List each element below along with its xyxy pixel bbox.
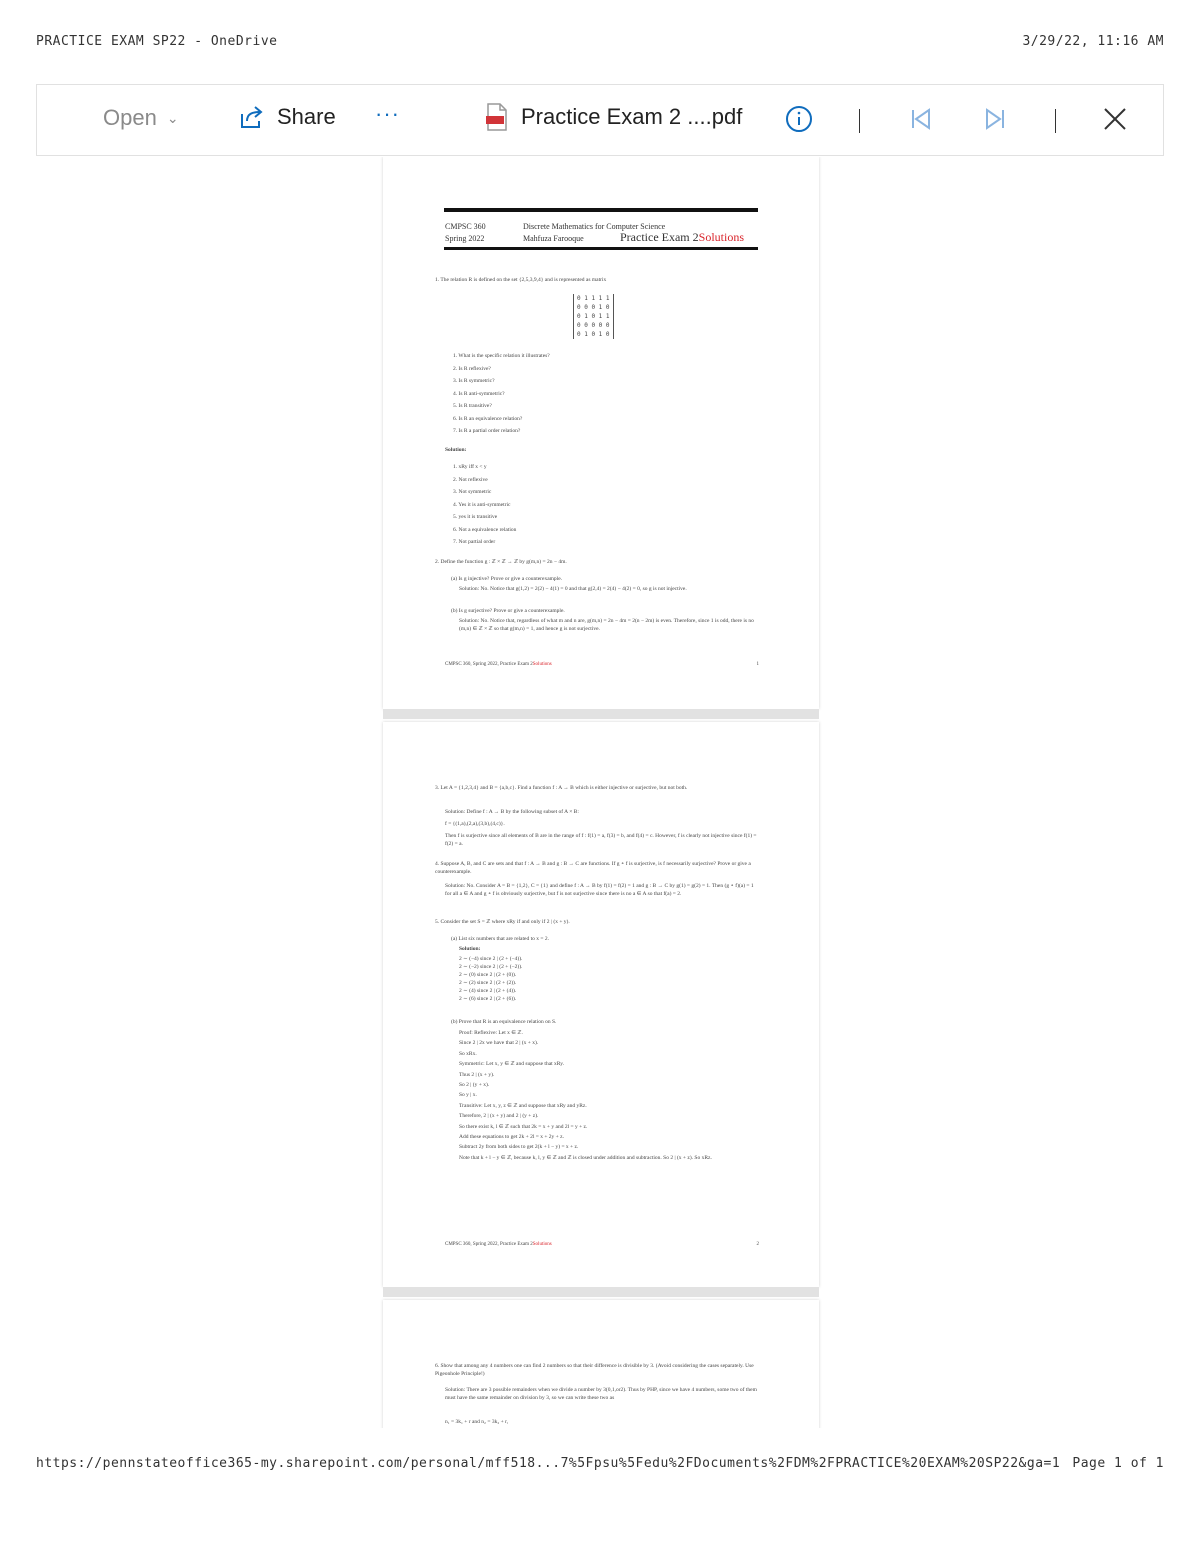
page-separator xyxy=(383,709,819,719)
question-3-solution: Solution: Define f : A → B by the following subset of A × B: xyxy=(445,809,579,815)
proof-line: Therefore, 2 | (x + y) and 2 | (y + z). xyxy=(459,1113,539,1120)
list-item: 7. Not partial order xyxy=(453,539,496,545)
share-button[interactable] xyxy=(239,104,336,130)
list-item: 3. Is R symmetric? xyxy=(453,378,495,384)
page-footer-solutions: Solutions xyxy=(532,662,552,667)
print-footer-page: Page 1 of 1 xyxy=(1072,1456,1164,1471)
proof-line: Add these equations to get 2k + 2l = x + 2y + z. xyxy=(459,1134,564,1141)
open-button[interactable] xyxy=(103,105,179,131)
question-5b-proof xyxy=(435,1028,765,1163)
page-footer-solutions: Solutions xyxy=(532,1242,552,1247)
proof-line: So xRx. xyxy=(459,1050,477,1057)
list-item: 2 ∼ (2) since 2 | (2 + (2)). xyxy=(459,980,517,986)
list-item: 4. Is R anti-symmetric? xyxy=(453,390,505,397)
list-item: 5. yes it is transitive xyxy=(453,514,498,520)
course-subject: Discrete Mathematics for Computer Science xyxy=(523,222,666,231)
pdf-page-3 xyxy=(383,1300,819,1428)
proof-line: So there exist k, l ∈ ℤ such that 2k = x + y and 2l = y + z. xyxy=(459,1123,588,1130)
question-3-explanation: Then f is surjective since all elements of B are in the range of f : f(1) = a, f(3) = b, and f(4) = c. However, f is clearly not injective since f(1) = f(2) = a. xyxy=(445,833,757,847)
exam-title xyxy=(620,230,744,245)
question-6-solution: Solution: There are 3 possible remainders when we divide a number by 3(0,1,or2). Thus by PHP, since we have 4 numbers, some two of them must have the same remainder on division by 3, so we can write these two as xyxy=(445,1387,757,1401)
list-item: 7. Is R a partial order relation? xyxy=(453,428,521,434)
list-item: 3. Not symmetric xyxy=(453,489,492,495)
question-4-solution: Solution: No. Consider A = B = {1,2}, C = {1} and define f : A → B by f(1) = f(2) = 1 and g : B → C by g(1) = g(2) = 1. Then (g ∘ f)(a) = 1 for all a ∈ A and g ∘ f is obviously surjective, but f is not surjective since there is no a ∈ A so that f(a) = 2. xyxy=(445,883,754,897)
question-2b-solution: Solution: No. Notice that, regardless of what m and n are, g(m,n) = 2n − 4m = 2(n − 2m) is even. Therefore, since 1 is odd, there is no (m,n) ∈ ℤ × ℤ so that g(m,n) = 1, and hence g is not surjective. xyxy=(459,618,754,632)
list-item: 2 ∼ (−2) since 2 | (2 + (−2)). xyxy=(459,964,523,970)
page-number: 2 xyxy=(756,1242,759,1247)
list-item: 6. Not a equivalence relation xyxy=(453,526,517,533)
info-button[interactable] xyxy=(785,105,813,133)
course-instructor: Mahfuza Farooque xyxy=(523,234,584,243)
proof-line: Note that k + l − y ∈ ℤ, because k, l, y ∈ ℤ and ℤ is closed under addition and subtraction. So 2 | (x + z). So xRz. xyxy=(459,1154,712,1161)
share-label: Share xyxy=(277,104,336,129)
proof-line: Symmetric: Let x, y ∈ ℤ and suppose that xRy. xyxy=(459,1061,565,1068)
question-5a-list xyxy=(435,955,765,1003)
proof-line: So y | x. xyxy=(459,1092,477,1099)
chevron-down-icon: ⌄ xyxy=(166,109,179,126)
list-item: 1. What is the specific relation it illustrates? xyxy=(453,353,550,359)
proof-line: Since 2 | 2x we have that 2 | (x + x). xyxy=(459,1040,539,1047)
question-3: 3. Let A = {1,2,3,4} and B = {a,b,c}. Find a function f : A → B which is either injective or surjective, but not both. xyxy=(435,785,688,791)
proof-line: Proof: Reflexive: Let x ∈ ℤ. xyxy=(459,1030,523,1036)
last-page-button[interactable] xyxy=(983,107,1007,131)
question-2: 2. Define the function g : ℤ × ℤ → ℤ by g(m,n) = 2n − 4m. xyxy=(435,559,567,565)
list-item: 5. Is R transitive? xyxy=(453,403,492,409)
last-page-icon xyxy=(983,107,1007,131)
question-2b: (b) Is g surjective? Prove or give a counterexample. xyxy=(451,608,565,614)
proof-line: Subtract 2y from both sides to get 2(k + l − y) = x + z. xyxy=(459,1144,579,1151)
list-item: 1. xRy iff x < y xyxy=(453,464,487,470)
question-5b: (b) Prove that R is an equivalence relation on S. xyxy=(451,1019,557,1025)
file-name-label: Practice Exam 2 ....pdf xyxy=(521,104,743,129)
list-item: 2 ∼ (4) since 2 | (2 + (4)). xyxy=(459,988,517,994)
proof-line: Thus 2 | (x + y). xyxy=(459,1071,495,1078)
pdf-file-icon xyxy=(485,103,509,131)
pdf-viewer[interactable] xyxy=(0,157,1200,1428)
matrix-row: 0 1 1 1 1 xyxy=(577,295,610,302)
matrix-row: 0 0 0 1 0 xyxy=(577,304,610,311)
open-label: Open xyxy=(103,105,157,130)
solution-label: Solution: xyxy=(459,946,481,952)
question-3-function: f = {(1,a),(2,a),(3,b),(4,c)}. xyxy=(445,821,505,827)
share-icon xyxy=(239,105,265,129)
list-item: 2 ∼ (0) since 2 | (2 + (0)). xyxy=(459,972,517,978)
close-button[interactable] xyxy=(1103,107,1127,131)
first-page-icon xyxy=(909,107,933,131)
page-footer xyxy=(445,1242,552,1247)
list-item: 2 ∼ (6) since 2 | (2 + (6)). xyxy=(459,996,517,1002)
page-footer xyxy=(445,662,552,667)
list-item: 2. Not reflexive xyxy=(453,476,488,483)
question-2a: (a) Is g injective? Prove or give a counterexample. xyxy=(451,576,563,582)
list-item: 4. Yes it is anti-symmetric xyxy=(453,501,511,508)
print-header-datetime: 3/29/22, 11:16 AM xyxy=(1022,34,1164,49)
header-rule xyxy=(444,208,758,212)
proof-line: So 2 | (y + x). xyxy=(459,1082,490,1089)
exam-name: Practice Exam 2 xyxy=(620,230,699,244)
question-2a-solution: Solution: No. Notice that g(1,2) = 2(2) − 4(1) = 0 and that g(2,4) = 2(4) − 4(2) = 0, so g is not injective. xyxy=(459,586,687,592)
matrix-row: 0 0 0 0 0 xyxy=(577,322,610,329)
print-header-title: PRACTICE EXAM SP22 - OneDrive xyxy=(36,34,278,49)
question-6: 6. Show that among any 4 numbers one can find 2 numbers so that their difference is divisible by 3. (Avoid considering the cases separately. Use Pigeonhole Principle!) xyxy=(435,1363,754,1377)
exam-solutions: Solutions xyxy=(698,230,744,244)
first-page-button[interactable] xyxy=(909,107,933,131)
toolbar-divider xyxy=(1055,109,1056,133)
list-item: 2 ∼ (−4) since 2 | (2 + (−4)). xyxy=(459,956,523,962)
info-icon xyxy=(785,105,813,133)
list-item: 6. Is R an equivalence relation? xyxy=(453,415,523,422)
matrix-row: 0 1 0 1 1 xyxy=(577,313,610,320)
course-term: Spring 2022 xyxy=(445,234,485,243)
list-item: 2. Is R reflexive? xyxy=(453,365,491,372)
question-5a: (a) List six numbers that are related to x = 2. xyxy=(451,936,549,942)
question-4: 4. Suppose A, B, and C are sets and that f : A → B and g : B → C are functions. If g ∘ f is surjective, is f necessarily surjective? Prove or give a counterexample. xyxy=(435,861,751,875)
page-separator xyxy=(383,1287,819,1297)
page-footer-text: CMPSC 360, Spring 2022, Practice Exam 2 xyxy=(445,1242,533,1247)
question-1: 1. The relation R is defined on the set {2,5,3,9,4} and is represented as matrix xyxy=(435,277,607,283)
pdf-page-1 xyxy=(383,157,819,709)
toolbar-divider xyxy=(859,109,860,133)
close-icon xyxy=(1103,107,1127,131)
page-footer-text: CMPSC 360, Spring 2022, Practice Exam 2 xyxy=(445,662,533,667)
more-options-button[interactable]: ··· xyxy=(375,101,400,126)
course-code: CMPSC 360 xyxy=(445,222,486,231)
relation-matrix xyxy=(573,294,614,339)
question-1-answers xyxy=(453,461,516,549)
proof-line: Transitive: Let x, y, z ∈ ℤ and suppose that xRy and yRz. xyxy=(459,1102,587,1109)
solution-label: Solution: xyxy=(445,447,467,453)
question-5: 5. Consider the set S = ℤ where xRy if and only if 2 | (x + y). xyxy=(435,919,570,925)
print-footer-url: https://pennstateoffice365-my.sharepoint.com/personal/mff518...7%5Fpsu%5Fedu%2FDocuments%2FDM%2FPRACTICE%20EXAM%20SP22&ga=1 xyxy=(36,1456,1061,1471)
question-6-equation: n₁ = 3k₁ + r and n₂ = 3k₂ + r, xyxy=(445,1419,509,1425)
question-1-items xyxy=(453,350,550,438)
header-rule xyxy=(444,247,758,250)
pdf-page-2 xyxy=(383,722,819,1287)
viewer-toolbar xyxy=(36,84,1164,156)
page-number: 1 xyxy=(756,662,759,667)
matrix-row: 0 1 0 1 0 xyxy=(577,331,610,338)
file-name xyxy=(485,103,742,131)
